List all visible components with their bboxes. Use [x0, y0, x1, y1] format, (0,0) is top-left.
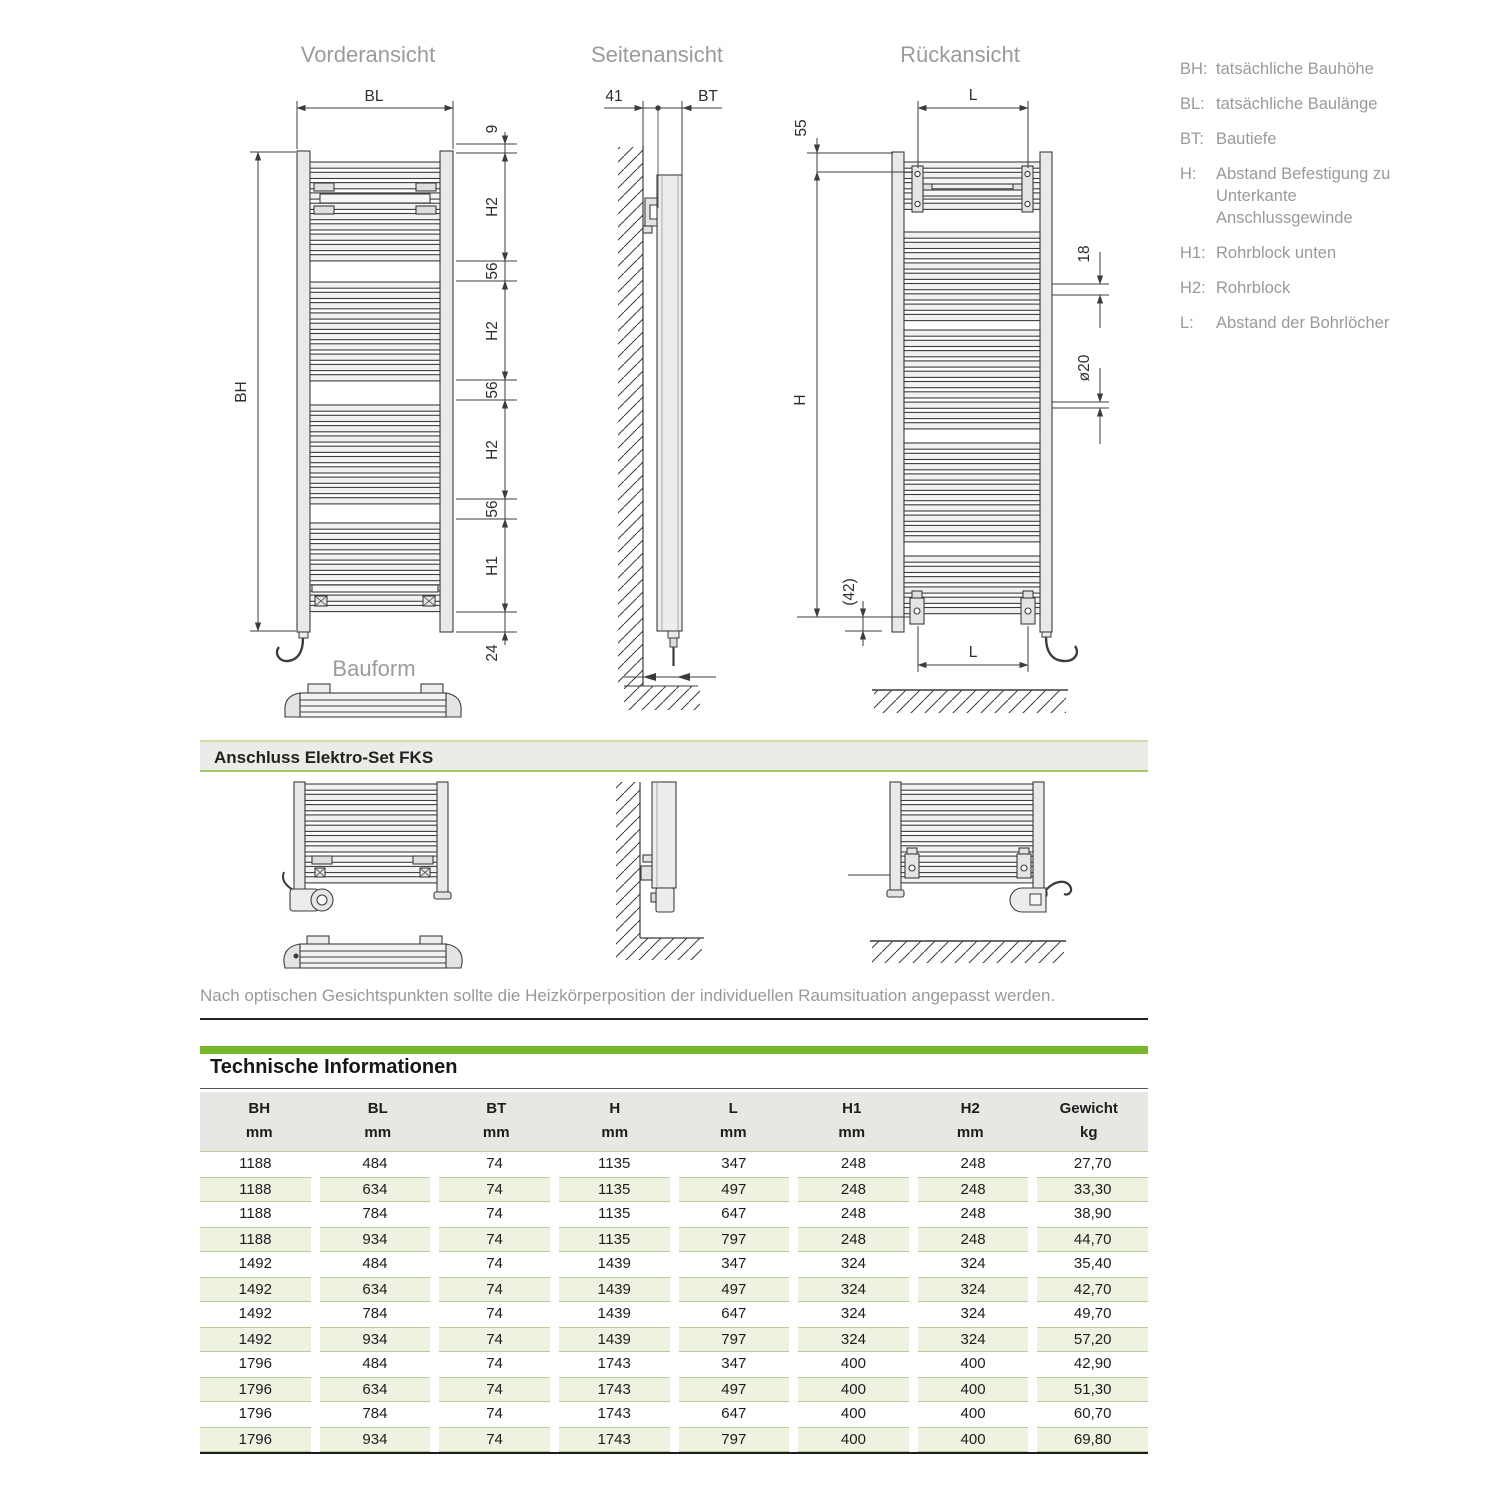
table-cell: 74	[439, 1227, 550, 1252]
table-cell: 1796	[238, 1355, 272, 1372]
dim-label-18: 18	[1076, 245, 1093, 263]
rear-radiator-body	[892, 152, 1052, 632]
table-cell: 1135	[598, 1205, 631, 1222]
column-label: BL	[367, 1100, 388, 1117]
table-row	[200, 1152, 1148, 1177]
table-row	[200, 1352, 1148, 1377]
table-row	[200, 1277, 1148, 1302]
table-cell: 484	[362, 1255, 388, 1272]
dim-label-24: 24	[484, 644, 501, 662]
table-column-header	[674, 1097, 793, 1145]
legend-item	[1180, 312, 1425, 334]
table-cell: 57,20	[1037, 1327, 1148, 1352]
table-cell: 634	[320, 1277, 431, 1302]
table-cell: 1743	[559, 1427, 670, 1452]
table-cell: 647	[721, 1205, 747, 1222]
table-cell: 1743	[559, 1377, 670, 1402]
legend-key: L:	[1180, 314, 1194, 332]
fks-side-floor	[616, 938, 704, 960]
table-cell: 1439	[597, 1305, 631, 1322]
dim-label-bt: BT	[698, 88, 718, 105]
column-label: L	[728, 1100, 738, 1117]
front-dim-chain-labels	[484, 125, 501, 662]
fks-side-drawing	[588, 780, 792, 972]
table-cell: 484	[362, 1155, 388, 1172]
legend-item	[1180, 163, 1425, 229]
dim-label-h1: H1	[484, 556, 501, 576]
table-cell: 400	[960, 1405, 986, 1422]
table-cell: 1188	[239, 1155, 272, 1172]
table-cell: 248	[918, 1227, 1029, 1252]
legend-text: Rohrblock unten	[1216, 244, 1337, 262]
front-view-title: Vorderansicht	[300, 42, 436, 67]
table-cell: 248	[798, 1177, 909, 1202]
front-radiator-body	[297, 151, 453, 632]
table-cell: 51,30	[1037, 1377, 1148, 1402]
legend-text: Bautiefe	[1216, 130, 1277, 148]
positioning-note: Nach optischen Gesichtspunkten sollte die Heizkörperposition der individuellen Raumsituation angepasst werden.	[200, 986, 1056, 1005]
technical-table	[200, 1092, 1148, 1454]
rear-view-drawing	[775, 38, 1127, 730]
dimension-legend	[1180, 58, 1425, 347]
table-cell: 400	[918, 1427, 1029, 1452]
table-cell: 1439	[597, 1255, 631, 1272]
table-cell: 38,90	[1073, 1205, 1112, 1222]
table-cell: 634	[320, 1177, 431, 1202]
table-row	[200, 1252, 1148, 1277]
table-cell: 1135	[559, 1227, 670, 1252]
table-cell: 647	[721, 1405, 747, 1422]
fks-front-drawing	[228, 780, 552, 980]
legend-item	[1180, 277, 1425, 299]
table-cell: 497	[679, 1377, 790, 1402]
table-cell: 74	[486, 1305, 503, 1322]
dim-label-42: (42)	[841, 578, 858, 606]
column-label: Gewicht	[1059, 1100, 1118, 1117]
table-title: Technische Informationen	[210, 1056, 458, 1078]
legend-item	[1180, 58, 1425, 80]
table-cell: 42,90	[1073, 1355, 1112, 1372]
table-cell: 248	[840, 1205, 866, 1222]
table-cell: 248	[918, 1177, 1029, 1202]
dim-label-l-top: L	[968, 87, 978, 104]
table-row	[200, 1302, 1148, 1327]
fks-rear-body	[848, 782, 1047, 897]
table-cell: 248	[840, 1155, 866, 1172]
side-heating-element	[668, 631, 679, 666]
table-cell: 634	[320, 1377, 431, 1402]
table-row	[200, 1177, 1148, 1202]
table-cell: 797	[679, 1227, 790, 1252]
column-unit: mm	[601, 1124, 629, 1141]
dim-label-h2-b: H2	[484, 321, 501, 341]
table-cell: 248	[798, 1227, 909, 1252]
bauform-label: Bauform	[332, 656, 416, 681]
table-column-header	[911, 1097, 1030, 1145]
table-cell: 1492	[238, 1255, 272, 1272]
dim-label-h2-c: H2	[484, 440, 501, 460]
table-cell: 69,80	[1037, 1427, 1148, 1452]
rear-ground	[872, 690, 1068, 713]
column-unit: mm	[838, 1124, 866, 1141]
table-cell: 49,70	[1073, 1305, 1112, 1322]
rear-dim-l-top	[918, 101, 1028, 168]
table-cell: 1492	[200, 1277, 311, 1302]
table-cell: 27,70	[1073, 1155, 1112, 1172]
table-cell: 74	[439, 1177, 550, 1202]
table-cell: 324	[840, 1255, 866, 1272]
table-cell: 1188	[200, 1227, 311, 1252]
table-cell: 248	[960, 1155, 986, 1172]
table-cell: 74	[439, 1427, 550, 1452]
table-cell: 784	[362, 1205, 388, 1222]
fks-side-wall	[616, 782, 640, 938]
dim-label-56-b: 56	[484, 381, 501, 399]
dim-label-o20: ø20	[1076, 354, 1093, 382]
table-cell: 74	[486, 1255, 503, 1272]
table-cell: 497	[679, 1177, 790, 1202]
dim-label-55: 55	[793, 119, 810, 137]
table-cell: 60,70	[1073, 1405, 1112, 1422]
table-column-header	[793, 1097, 912, 1145]
table-cell: 1188	[239, 1205, 272, 1222]
column-unit: kg	[1079, 1124, 1098, 1141]
table-title-rule	[200, 1088, 1148, 1089]
fks-side-control-unit	[651, 888, 674, 912]
table-row	[200, 1327, 1148, 1352]
table-cell: 347	[721, 1255, 747, 1272]
section-divider	[200, 1018, 1148, 1020]
table-cell: 934	[320, 1427, 431, 1452]
table-cell: 74	[486, 1205, 503, 1222]
rear-view-title: Rückansicht	[900, 42, 1020, 67]
dim-label-h: H	[792, 394, 809, 406]
table-cell: 74	[439, 1377, 550, 1402]
dim-label-41: 41	[605, 88, 623, 105]
table-cell: 934	[320, 1327, 431, 1352]
column-label: BH	[248, 1100, 271, 1117]
table-cell: 1743	[597, 1355, 631, 1372]
fks-front-body	[291, 782, 451, 899]
table-cell: 484	[362, 1355, 388, 1372]
legend-text: tatsächliche Bauhöhe	[1216, 60, 1374, 78]
table-cell: 934	[320, 1227, 431, 1252]
rear-dim-42	[845, 601, 882, 646]
table-cell: 1439	[559, 1327, 670, 1352]
table-cell: 400	[840, 1355, 866, 1372]
column-unit: mm	[482, 1124, 510, 1141]
table-cell: 400	[798, 1377, 909, 1402]
dim-label-9: 9	[484, 124, 501, 134]
dim-label-l-bottom: L	[968, 644, 978, 661]
dim-label-56-c: 56	[484, 500, 501, 518]
fks-section-header: Anschluss Elektro-Set FKS	[200, 740, 1148, 772]
green-accent-bar	[200, 1046, 1148, 1054]
legend-text: Abstand Befestigung zu Unterkante Anschlussgewinde	[1216, 165, 1391, 227]
side-radiator-profile	[643, 175, 682, 631]
table-cell: 324	[960, 1255, 986, 1272]
table-row	[200, 1402, 1148, 1427]
front-view-drawing	[230, 38, 550, 730]
column-label: H1	[842, 1100, 862, 1117]
table-cell: 797	[679, 1327, 790, 1352]
column-label: BT	[486, 1100, 507, 1117]
table-cell: 1492	[238, 1305, 272, 1322]
table-cell: 324	[918, 1327, 1029, 1352]
table-cell: 33,30	[1037, 1177, 1148, 1202]
side-view-title: Seitenansicht	[590, 42, 724, 67]
legend-text: tatsächliche Baulänge	[1216, 95, 1378, 113]
table-cell: 1439	[559, 1277, 670, 1302]
rear-cable-hook	[1042, 632, 1077, 661]
table-cell: 1796	[200, 1377, 311, 1402]
column-unit: mm	[245, 1124, 273, 1141]
table-cell: 1188	[200, 1177, 311, 1202]
front-cable-hook	[277, 632, 308, 661]
table-cell: 1135	[598, 1155, 631, 1172]
table-row	[200, 1227, 1148, 1252]
table-cell: 44,70	[1037, 1227, 1148, 1252]
legend-text: Abstand der Bohrlöcher	[1216, 314, 1390, 332]
table-cell: 400	[798, 1427, 909, 1452]
bauform-cross-section	[285, 684, 461, 717]
table-column-header	[200, 1097, 319, 1145]
table-cell: 35,40	[1073, 1255, 1112, 1272]
table-cell: 324	[918, 1277, 1029, 1302]
table-cell: 324	[798, 1277, 909, 1302]
table-cell: 497	[679, 1277, 790, 1302]
table-cell: 1796	[238, 1405, 272, 1422]
table-cell: 248	[960, 1205, 986, 1222]
table-cell: 400	[840, 1405, 866, 1422]
table-cell: 1796	[200, 1427, 311, 1452]
table-row	[200, 1202, 1148, 1227]
legend-item	[1180, 93, 1425, 115]
column-label: H2	[960, 1100, 980, 1117]
front-dim-bl	[297, 101, 453, 149]
table-cell: 400	[960, 1355, 986, 1372]
table-cell: 324	[960, 1305, 986, 1322]
side-wall	[618, 145, 643, 686]
table-cell: 74	[439, 1277, 550, 1302]
column-unit: mm	[364, 1124, 392, 1141]
side-view-drawing	[568, 38, 772, 698]
dim-label-h2-a: H2	[484, 197, 501, 217]
front-dim-bh	[250, 152, 296, 631]
table-cell: 784	[362, 1405, 388, 1422]
legend-key: H2:	[1180, 279, 1206, 297]
legend-item	[1180, 128, 1425, 150]
legend-key: H:	[1180, 165, 1197, 183]
table-column-header	[556, 1097, 675, 1145]
legend-key: BT:	[1180, 130, 1204, 148]
table-cell: 347	[721, 1355, 747, 1372]
legend-key: BL:	[1180, 95, 1205, 113]
table-body	[200, 1152, 1148, 1454]
table-cell: 1135	[559, 1177, 670, 1202]
dim-label-bh: BH	[233, 381, 250, 403]
legend-item	[1180, 242, 1425, 264]
table-cell: 324	[840, 1305, 866, 1322]
dim-label-56-a: 56	[484, 262, 501, 280]
legend-key: H1:	[1180, 244, 1206, 262]
table-cell: 797	[679, 1427, 790, 1452]
table-cell: 74	[486, 1355, 503, 1372]
table-cell: 42,70	[1037, 1277, 1148, 1302]
table-cell: 74	[439, 1327, 550, 1352]
dim-label-bl: BL	[364, 88, 384, 105]
legend-key: BH:	[1180, 60, 1208, 78]
table-column-header	[319, 1097, 438, 1145]
fks-side-radiator	[641, 782, 676, 888]
table-column-header	[437, 1097, 556, 1145]
table-cell: 1743	[597, 1405, 631, 1422]
fks-rear-ground	[870, 941, 1066, 963]
table-row	[200, 1377, 1148, 1402]
legend-text: Rohrblock	[1216, 279, 1291, 297]
table-cell: 784	[362, 1305, 388, 1322]
table-cell: 1492	[200, 1327, 311, 1352]
fks-rear-drawing	[843, 780, 1137, 972]
column-label: H	[609, 1100, 621, 1117]
table-cell: 324	[798, 1327, 909, 1352]
column-unit: mm	[956, 1124, 984, 1141]
table-header-row	[200, 1092, 1148, 1152]
table-cell: 347	[721, 1155, 747, 1172]
column-unit: mm	[719, 1124, 747, 1141]
table-cell: 74	[486, 1155, 503, 1172]
fks-cross-section	[284, 936, 462, 968]
table-cell: 647	[721, 1305, 747, 1322]
table-row	[200, 1427, 1148, 1452]
table-cell: 400	[918, 1377, 1029, 1402]
table-column-header	[1030, 1097, 1149, 1145]
table-cell: 74	[486, 1405, 503, 1422]
